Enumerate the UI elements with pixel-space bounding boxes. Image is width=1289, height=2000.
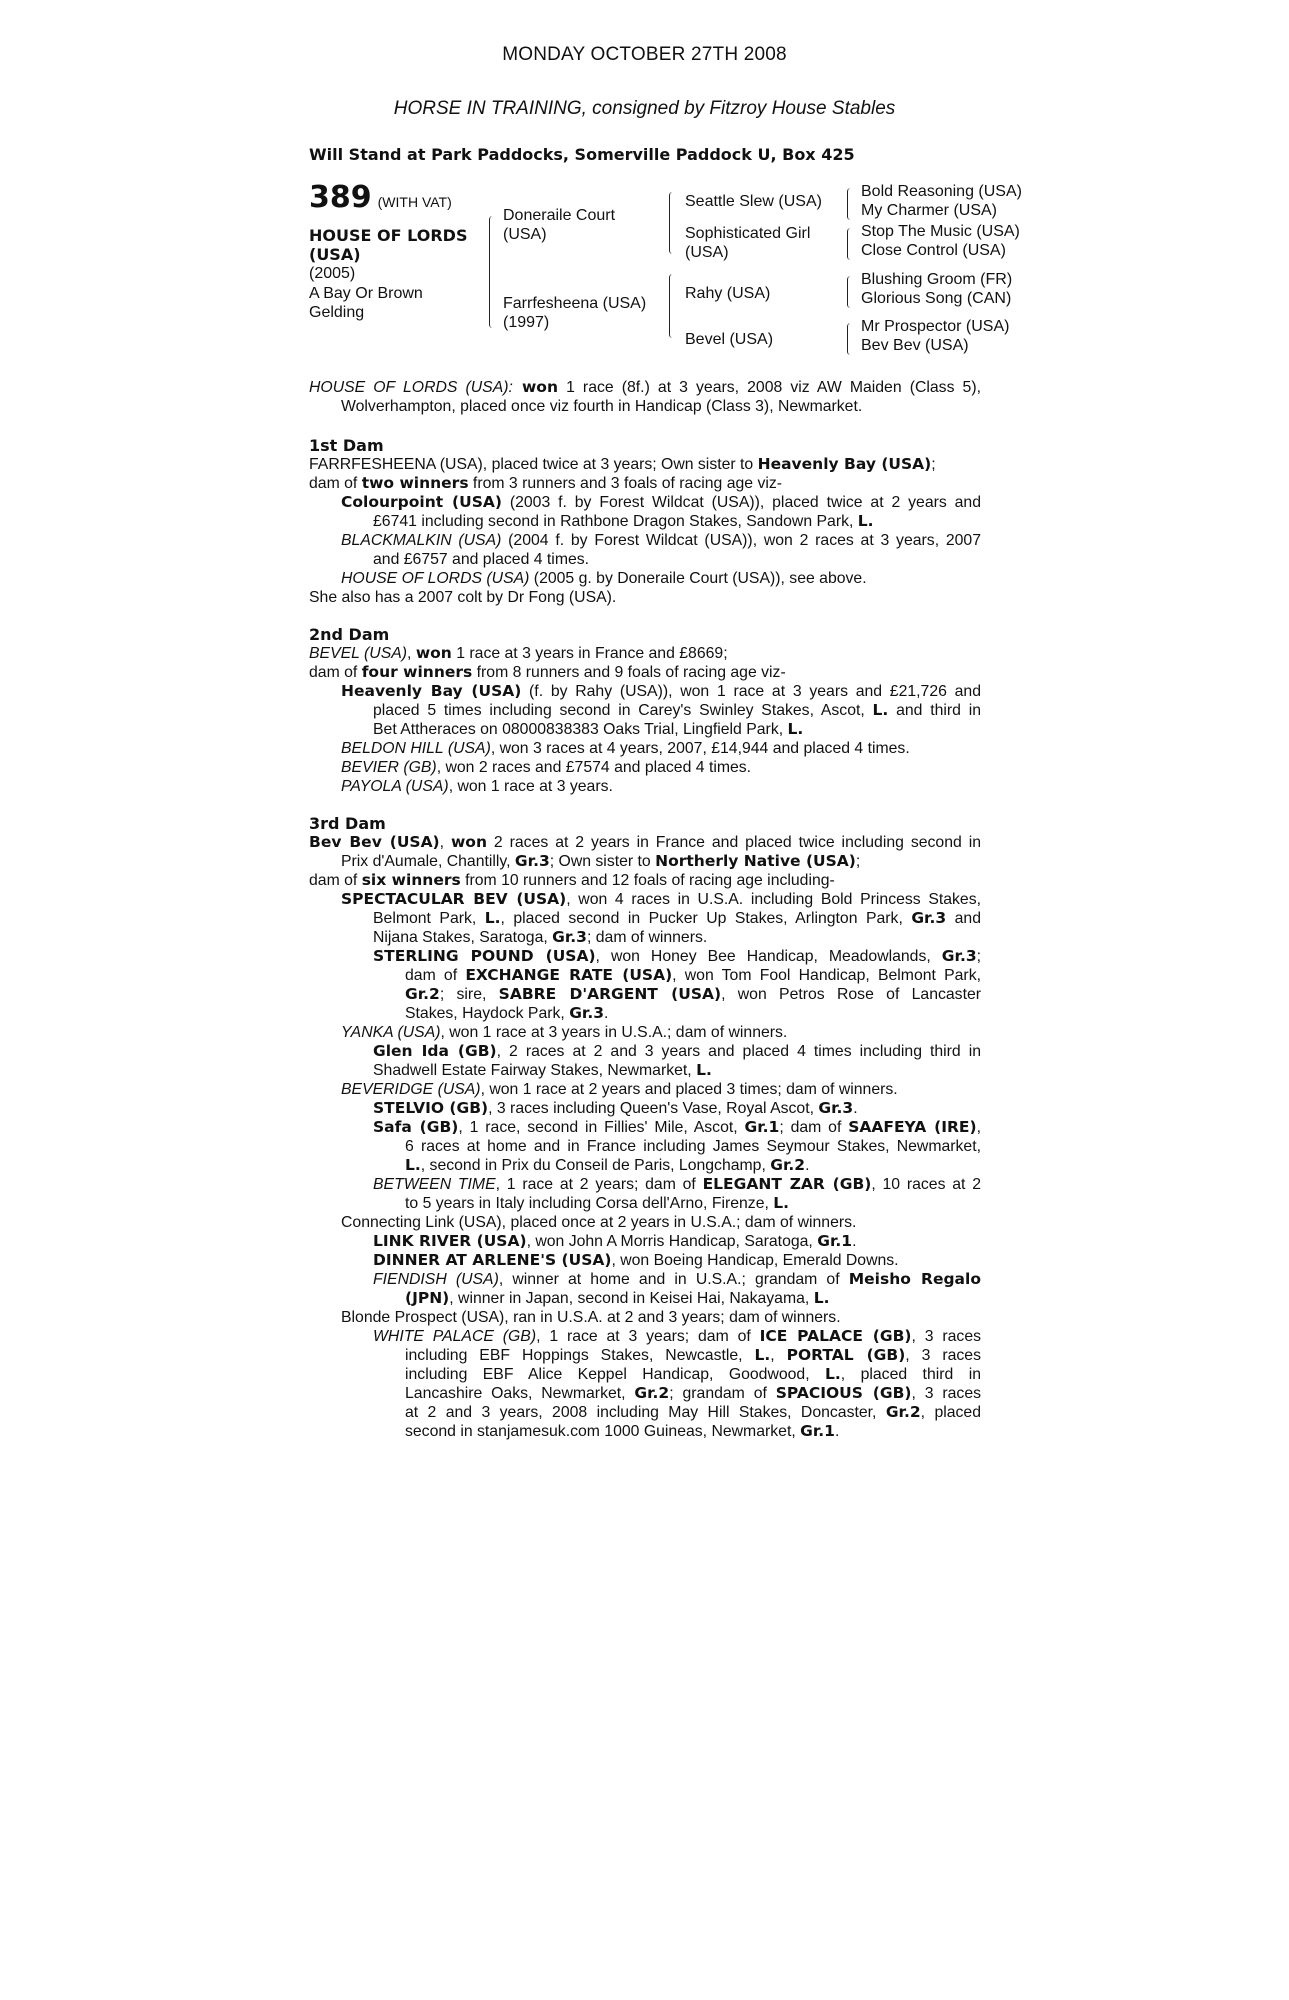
text-run: SABRE D'ARGENT (USA) [498,985,722,1003]
second-dam-section [309,625,981,795]
dam [503,294,646,332]
text-run: , [407,645,416,662]
ssd: My Charmer (USA) [861,202,998,219]
produce-line [373,1327,981,1346]
text-run: BEVERIDGE (USA) [341,1081,481,1098]
text-run: Gr.3 [818,1099,854,1117]
dam-line [309,644,728,663]
text-run: , won 1 race at 3 years in U.S.A.; dam of winners. [440,1024,788,1041]
produce-line: Connecting Link (USA), placed once at 2 years in U.S.A.; dam of winners. [341,1214,857,1231]
text-run: Colourpoint (USA) [341,493,502,511]
text-run: , 10 races at 2 [871,1176,981,1193]
text-run: L. [484,909,501,927]
text-run: from 10 runners and 12 foals of racing age including- [460,872,835,889]
dds: Mr Prospector (USA) [861,318,1010,335]
dam-line [309,474,782,493]
text-run: FIENDISH (USA) [373,1271,499,1288]
text-run: ; [976,948,982,965]
text-run: 2 races at 2 years in France and placed twice including second in [487,834,981,851]
produce-line [341,890,981,909]
produce-line [405,1194,789,1213]
produce-line [341,739,910,758]
text-run: to 5 years in Italy including Corsa dell'Arno, Firenze, [405,1195,774,1212]
text-run: Gr.2 [634,1384,670,1402]
text-run: Northerly Native (USA) [655,852,856,870]
text-run: dam of [309,872,362,889]
text-run: Stakes, Haydock Park, [405,1005,570,1022]
text-run: BLACKMALKIN (USA) [341,532,502,549]
ddd: Bev Bev (USA) [861,337,969,354]
text-run: PAYOLA (USA) [341,778,449,795]
text-run: ; sire, [439,986,499,1003]
pedigree-brace [847,228,854,260]
text-run: SPACIOUS (GB) [775,1384,912,1402]
horse-name-line1: HOUSE OF LORDS [309,226,468,245]
produce-line [405,1156,809,1175]
text-run: Gr.2 [405,985,440,1003]
text-run: , won 2 races and £7574 and placed 4 times. [436,759,752,776]
text-run: and [946,910,981,927]
dam-line [341,852,860,871]
produce-line [341,777,613,796]
text-run: BETWEEN TIME [373,1176,496,1193]
text-run: at 2 and 3 years, 2008 including May Hill Stakes, Doncaster, [405,1404,886,1421]
produce-line [373,1175,981,1194]
text-run: (2005 g. by Doneraile Court (USA)), see above. [529,570,867,587]
text-run: and third in [888,702,981,719]
produce-line [373,1270,981,1289]
produce-line [373,909,981,928]
text-run: , [976,1119,981,1136]
produce-line [405,1004,608,1023]
text-run: L. [696,1061,712,1079]
text-run: L. [813,1289,830,1307]
text-run: Nijana Stakes, Saratoga, [373,929,553,946]
text-run: from 3 runners and 3 foals of racing age viz- [468,475,783,492]
sale-date: MONDAY OCTOBER 27TH 2008 [502,44,787,65]
sire-line1: Doneraile Court [503,207,616,224]
produce-line [341,1023,787,1042]
produce-line [405,1289,829,1308]
text-run: (f. by Rahy (USA)), won 1 race at 3 years and £21,726 and [521,683,981,700]
text-run: , won 3 races at 4 years, 2007, £14,944 and placed 4 times. [490,740,910,757]
produce-line: 6 races at home and in France including James Seymour Stakes, Newmarket, [405,1138,981,1155]
pedigree-brace [847,323,854,355]
text-run: Gr.1 [817,1232,853,1250]
text-run: from 8 runners and 9 foals of racing age viz- [472,664,786,681]
text-run: including EBF Alice Keppel Handicap, Goodwood, [405,1366,826,1383]
pedigree-brace [489,216,496,328]
sire-dam-line1: Sophisticated Girl [685,225,811,242]
text-run: dam of [309,664,362,681]
text-run: Gr.1 [744,1118,780,1136]
consignment-line: HORSE IN TRAINING, consigned by Fitzroy House Stables [393,98,896,119]
text-run: ELEGANT ZAR (GB) [702,1175,872,1193]
text-run: STERLING POUND (USA) [373,947,596,965]
text-run: Gr.3 [514,852,550,870]
text-run: won [450,833,487,851]
text-run: . [852,1233,857,1250]
stand-location: Will Stand at Park Paddocks, Somerville Paddock U, Box 425 [309,145,855,164]
text-run: HOUSE OF LORDS (USA): [309,379,513,396]
text-run: Gr.3 [911,909,947,927]
produce-line [405,1346,981,1365]
produce-line [405,985,981,1004]
vat-note: (WITH VAT) [377,194,452,210]
text-run: placed 5 times including second in Carey's Swinley Stakes, Ascot, [373,702,873,719]
produce-line [373,1251,899,1270]
produce-line [373,928,707,947]
pedigree-brace [669,192,676,254]
text-run: Safa (GB) [373,1118,459,1136]
text-run: HOUSE OF LORDS (USA) [341,570,530,587]
text-run: Meisho Regalo [848,1270,981,1288]
text-run: , 1 race, second in Fillies' Mile, Ascot, [458,1119,745,1136]
text-run: Gr.2 [885,1403,921,1421]
text-run: won [415,644,452,662]
text-run: Gr.2 [770,1156,806,1174]
text-run: , won 4 races in U.S.A. including Bold Princess Stakes, [566,891,982,908]
first-dam-section [309,436,981,606]
text-run: , 1 race at 3 years; dam of [536,1328,760,1345]
text-run: L. [857,512,874,530]
dss: Blushing Groom (FR) [861,271,1013,288]
produce-line [341,493,981,512]
text-run: , 1 race at 2 years; dam of [495,1176,703,1193]
text-run: ICE PALACE (GB) [759,1327,912,1345]
dsd: Glorious Song (CAN) [861,290,1012,307]
text-run: Heavenly Bay (USA) [757,455,932,473]
produce-line [341,531,981,550]
text-run: L. [754,1346,771,1364]
text-run: . [834,1423,840,1440]
text-run: Shadwell Estate Fairway Stakes, Newmarket, [373,1062,697,1079]
produce-line [341,758,751,777]
produce-line [373,1118,981,1137]
dam-dam: Bevel (USA) [685,331,774,348]
text-run: ; [855,853,861,870]
dam-line1: Farrfesheena (USA) [503,295,647,312]
text-run: 1 race (8f.) at 3 years, 2008 viz AW Maiden (Class 5), [557,379,981,396]
text-run: , 3 races [911,1385,982,1402]
text-run: four winners [361,663,473,681]
sire-dam [685,224,810,262]
first-dam-heading: 1st Dam [309,436,384,455]
text-run: , placed third in [840,1366,981,1383]
produce-line [373,1061,712,1080]
text-run: L. [872,701,889,719]
text-run: six winners [361,871,461,889]
text-run: SPECTACULAR BEV (USA) [341,890,567,908]
dam-line: She also has a 2007 colt by Dr Fong (USA). [309,589,617,606]
produce-line [341,1080,898,1099]
text-run: ; Own sister to [549,853,656,870]
text-run: £6741 including second in Rathbone Dragon Stakes, Sandown Park, [373,513,858,530]
pedigree-brace [847,276,854,308]
text-run: ; [931,456,936,473]
produce-line: and £6757 and placed 4 times. [373,551,590,568]
sdd: Close Control (USA) [861,242,1006,259]
text-run: 1 race at 3 years in France and £8669; [451,645,728,662]
text-run: DINNER AT ARLENE'S (USA) [373,1251,612,1269]
text-run: WHITE PALACE (GB) [373,1328,537,1345]
foaling-year: (2005) [309,265,356,282]
text-run: EXCHANGE RATE (USA) [465,966,673,984]
dam-line [309,663,786,682]
text-run: STELVIO (GB) [373,1099,489,1117]
text-run: , won Honey Bee Handicap, Meadowlands, [595,948,942,965]
text-run: , placed [920,1404,981,1421]
text-run: , 3 races [905,1347,981,1364]
text-run: , 3 races including Queen's Vase, Royal Ascot, [488,1100,819,1117]
text-run: . [805,1157,810,1174]
text-run: , [770,1347,787,1364]
text-run: Bet Attheraces on 08000838383 Oaks Trial, Lingfield Park, [373,721,788,738]
text-run: BEVIER (GB) [341,759,437,776]
text-run: dam of [309,475,362,492]
horse-description [309,284,469,322]
text-run: SAAFEYA (IRE) [848,1118,977,1136]
text-run: Bev Bev (USA) [309,833,440,851]
lot-number: 389 [309,180,372,215]
text-run: (JPN) [405,1289,450,1307]
produce-line [373,512,874,531]
text-run: , won Tom Fool Handicap, Belmont Park, [672,967,981,984]
text-run: , winner in Japan, second in Keisei Hai, Nakayama, [449,1290,814,1307]
produce-line [373,1099,858,1118]
racing-record [309,378,981,418]
text-run: ; grandam of [669,1385,776,1402]
produce-line [405,966,981,985]
text-run: , placed second in Pucker Up Stakes, Arlington Park, [500,910,912,927]
text-run: L. [825,1365,841,1383]
produce-line [405,1384,981,1403]
text-run: L. [773,1194,790,1212]
produce-line [405,1403,981,1422]
text-run: Gr.3 [552,928,587,946]
third-dam-heading: 3rd Dam [309,814,386,833]
text-run: , 3 races [911,1328,981,1345]
produce-line [405,1422,839,1441]
text-run: , won Petros Rose of Lancaster [721,986,982,1003]
produce-line [341,682,981,701]
text-run: dam of [405,967,466,984]
pedigree-block [309,180,1029,364]
text-run: BELDON HILL (USA) [341,740,491,757]
sire-sire: Seattle Slew (USA) [685,193,822,210]
sss: Bold Reasoning (USA) [861,183,1022,200]
text-run: ; dam of [779,1119,849,1136]
text-run: ; dam of winners. [586,929,708,946]
second-dam-heading: 2nd Dam [309,625,390,644]
text-run: including EBF Hoppings Stakes, Newcastle, [405,1347,755,1364]
dam-line [309,455,936,474]
text-run: BEVEL (USA) [309,645,408,662]
text-run: , winner at home and in U.S.A.; grandam of [498,1271,849,1288]
record-line [309,378,981,397]
produce-line [341,569,867,588]
sire-line2: (USA) [503,226,547,243]
sds: Stop The Music (USA) [861,223,1020,240]
sire-dam-line2: (USA) [685,244,729,261]
pedigree-brace [669,274,676,338]
text-run: Belmont Park, [373,910,485,927]
text-run: Prix d'Aumale, Chantilly, [341,853,515,870]
text-run: (2003 f. by Forest Wildcat (USA)), placed twice at 2 years and [501,494,981,511]
lot-header [309,180,452,215]
pedigree-brace [847,188,854,220]
text-run: , second in Prix du Conseil de Paris, Longchamp, [420,1157,771,1174]
horse-desc-line1: A Bay Or Brown [309,285,423,302]
produce-line [373,947,981,966]
produce-line [373,701,981,720]
text-run: Glen Ida (GB) [373,1042,497,1060]
record-line: Wolverhampton, placed once viz fourth in Handicap (Class 3), Newmarket. [341,398,863,415]
text-run: Gr.1 [800,1422,835,1440]
horse-desc-line2: Gelding [309,304,365,321]
text-run: Gr.3 [941,947,977,965]
horse-name [309,226,489,264]
produce-line [373,1042,981,1061]
text-run: FARRFESHEENA (USA), placed twice at 3 years; Own sister to [309,456,758,473]
text-run: (2004 f. by Forest Wildcat (USA)), won 2 races at 3 years, 2007 [501,532,981,549]
text-run: . [853,1100,858,1117]
dam-line [309,833,981,852]
text-run: L. [787,720,804,738]
third-dam-section [309,814,981,1454]
text-run: YANKA (USA) [341,1024,441,1041]
dam-line2: (1997) [503,314,550,331]
text-run: Heavenly Bay (USA) [341,682,522,700]
text-run: , [439,834,451,851]
text-run: won [512,378,558,396]
text-run: , won 1 race at 2 years and placed 3 times; dam of winners. [480,1081,898,1098]
dam-line [309,871,835,890]
produce-line [405,1365,981,1384]
text-run: Gr.3 [569,1004,605,1022]
text-run: , won John A Morris Handicap, Saratoga, [526,1233,818,1250]
sire [503,206,615,244]
text-run: PORTAL (GB) [786,1346,906,1364]
text-run: , won Boeing Handicap, Emerald Downs. [611,1252,899,1269]
produce-line: Blonde Prospect (USA), ran in U.S.A. at 2 and 3 years; dam of winners. [341,1309,841,1326]
text-run: , won 1 race at 3 years. [448,778,613,795]
text-run: , 2 races at 2 and 3 years and placed 4 times including third in [496,1043,982,1060]
text-run: LINK RIVER (USA) [373,1232,527,1250]
text-run: L. [405,1156,421,1174]
produce-line [373,1232,856,1251]
produce-line [373,720,803,739]
text-run: . [604,1005,609,1022]
text-run: Lancashire Oaks, Newmarket, [405,1385,635,1402]
horse-name-line2: (USA) [309,245,361,264]
text-run: second in stanjamesuk.com 1000 Guineas, Newmarket, [405,1423,801,1440]
dam-sire: Rahy (USA) [685,285,771,302]
text-run: two winners [361,474,469,492]
